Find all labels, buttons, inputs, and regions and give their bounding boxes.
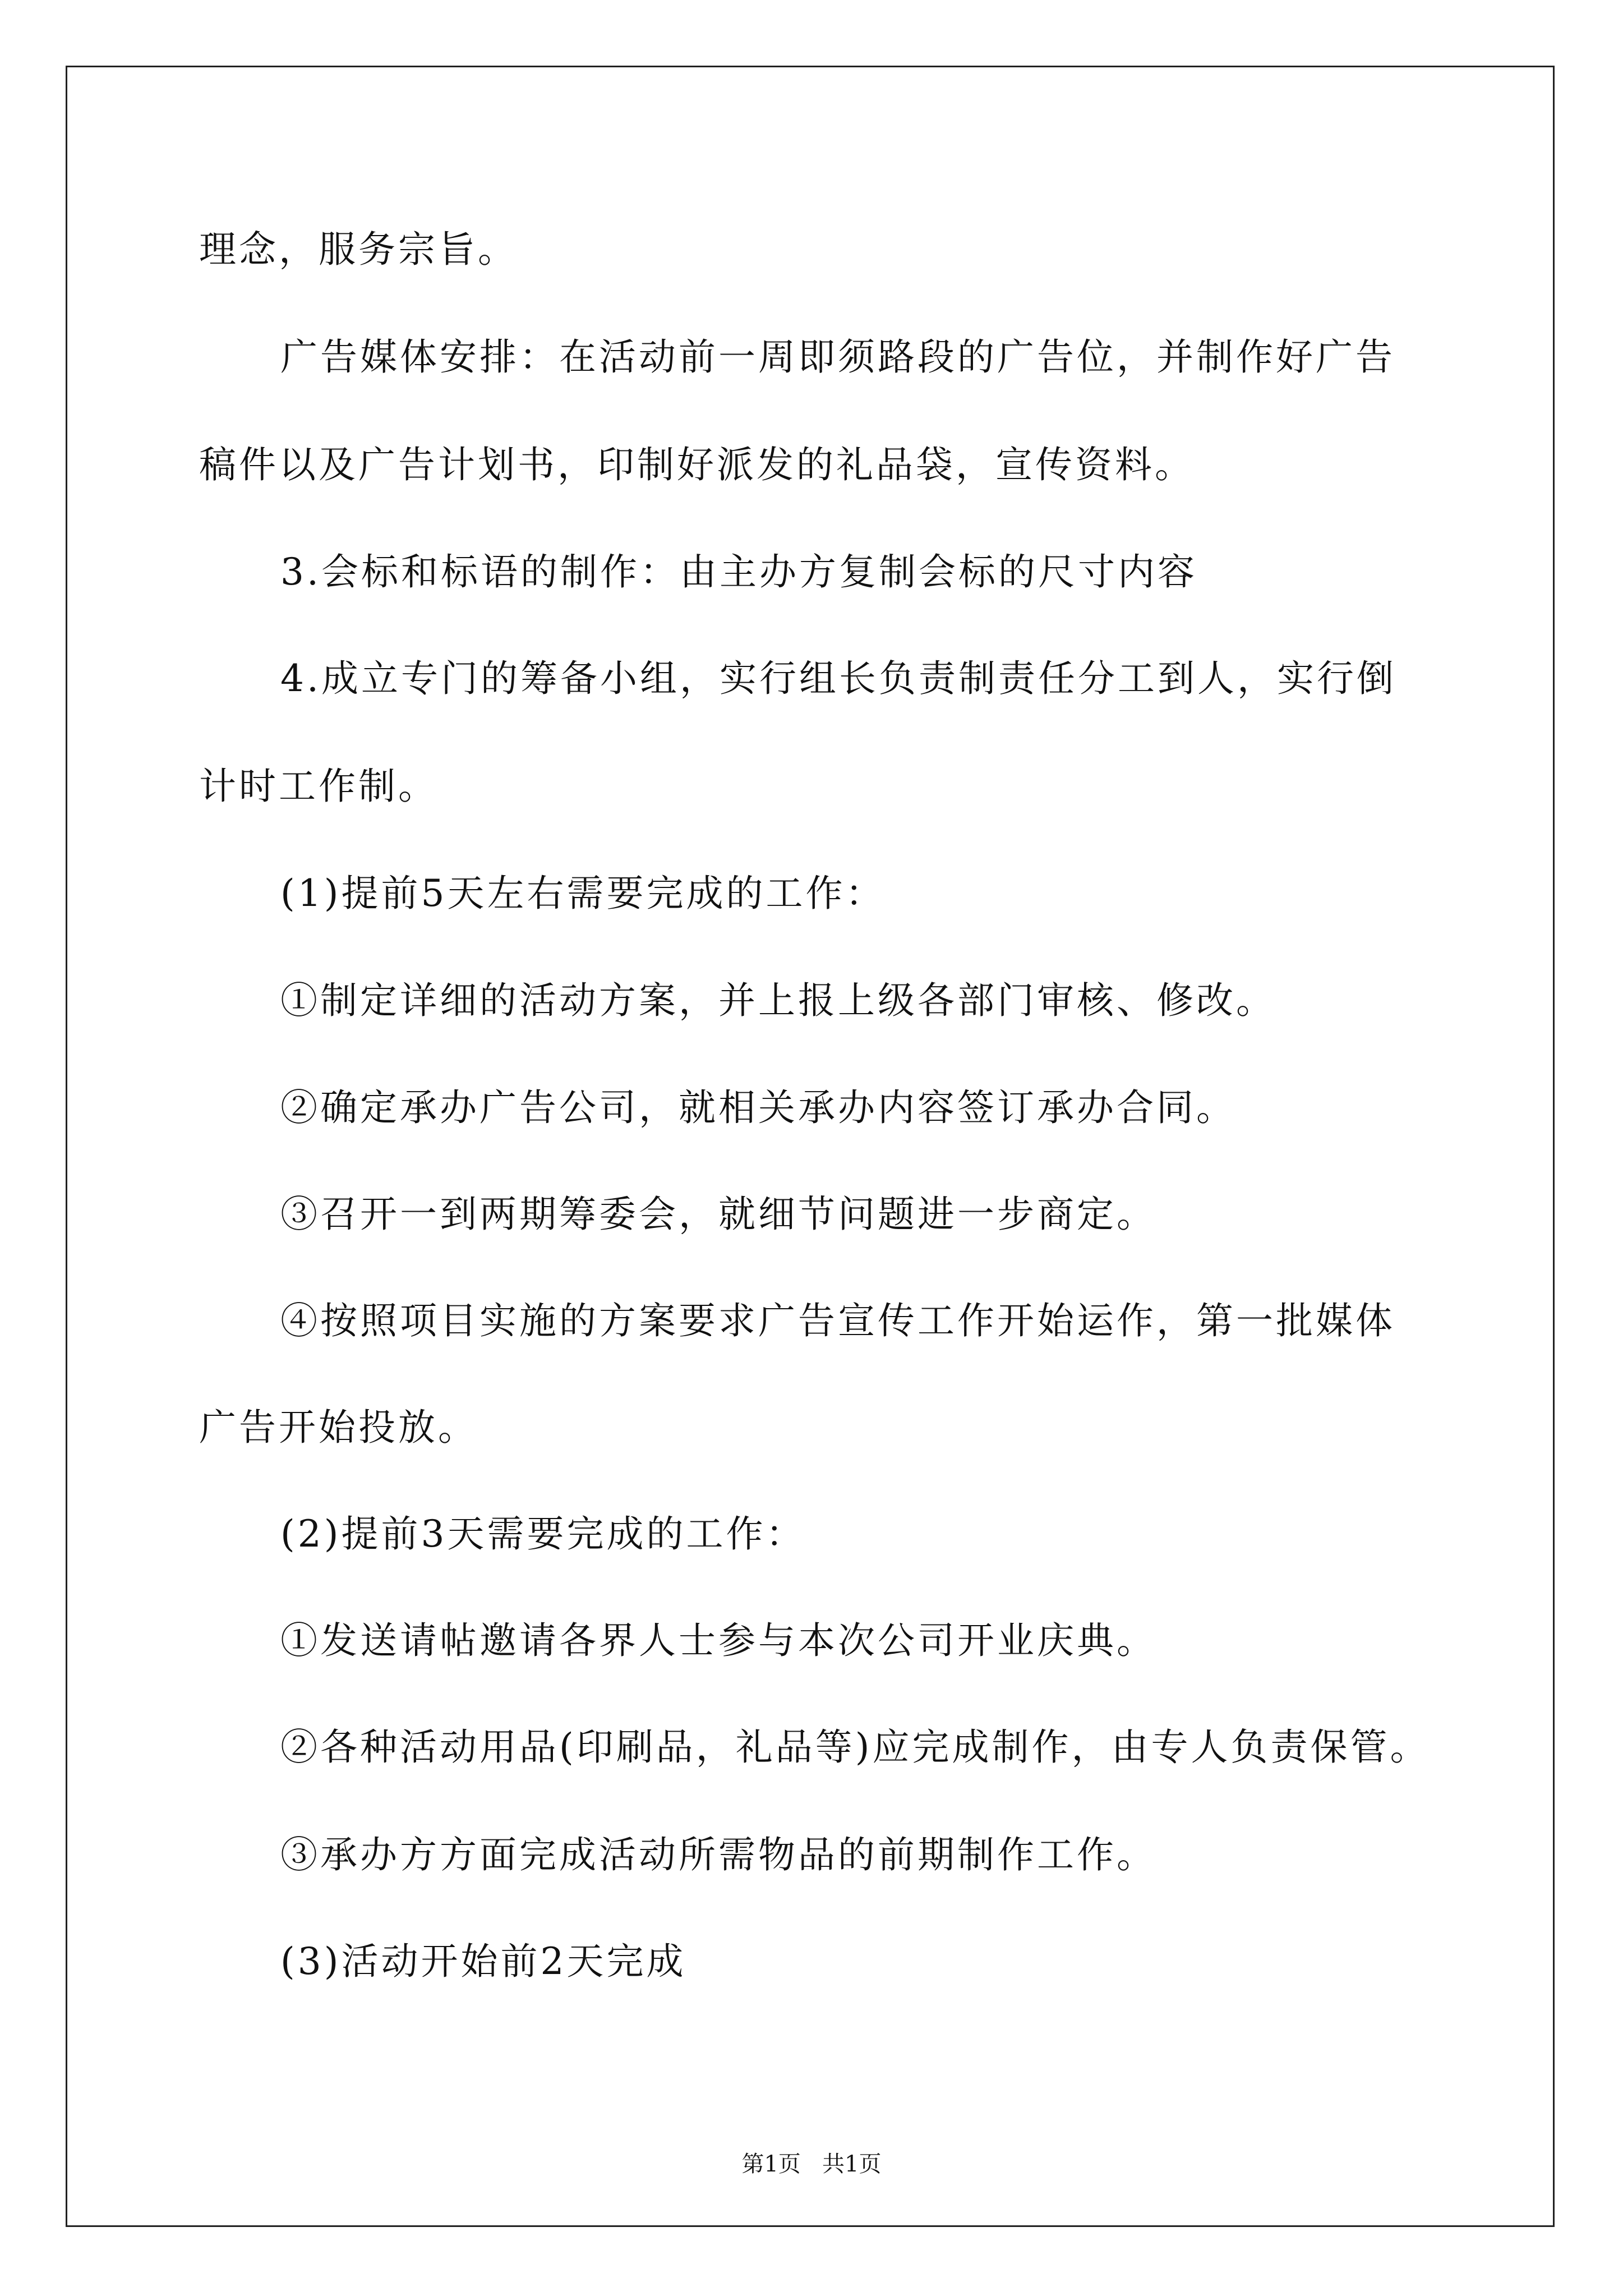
paragraph-line: 稿件以及广告计划书，印制好派发的礼品袋，宣传资料。 [199,443,1195,486]
paragraph-line: 广告开始投放。 [199,1406,478,1449]
paragraph-line: ④按照项目实施的方案要求广告宣传工作开始运作，第一批媒体 [280,1299,1395,1342]
paragraph-line: (1)提前5天左右需要完成的工作： [280,872,886,915]
paragraph-line: 理念，服务宗旨。 [199,228,518,271]
paragraph-line: 广告媒体安排：在活动前一周即须路段的广告位，并制作好广告 [280,335,1395,379]
page-footer: 第1页 共1页 [741,2151,882,2177]
paragraph-line: ②各种活动用品(印刷品，礼品等)应完成制作，由专人负责保管。 [280,1726,1430,1769]
paragraph-line: 3.会标和标语的制作：由主办方复制会标的尺寸内容 [280,550,1197,593]
paragraph-line: (2)提前3天需要完成的工作： [280,1512,806,1556]
paragraph-line: ③承办方方面完成活动所需物品的前期制作工作。 [280,1833,1156,1876]
paragraph-line: ①发送请帖邀请各界人士参与本次公司开业庆典。 [280,1619,1156,1662]
paragraph-line: 4.成立专门的筹备小组，实行组长负责制责任分工到人，实行倒 [280,657,1396,700]
paragraph-line: ②确定承办广告公司，就相关承办内容签订承办合同。 [280,1086,1236,1129]
paragraph-line: 计时工作制。 [199,765,438,808]
paragraph-line: ①制定详细的活动方案，并上报上级各部门审核、修改。 [280,979,1276,1022]
document-body [199,0,1438,2188]
paragraph-line: (3)活动开始前2天完成 [280,1940,686,1983]
paragraph-line: ③召开一到两期筹委会，就细节问题进一步商定。 [280,1193,1156,1236]
